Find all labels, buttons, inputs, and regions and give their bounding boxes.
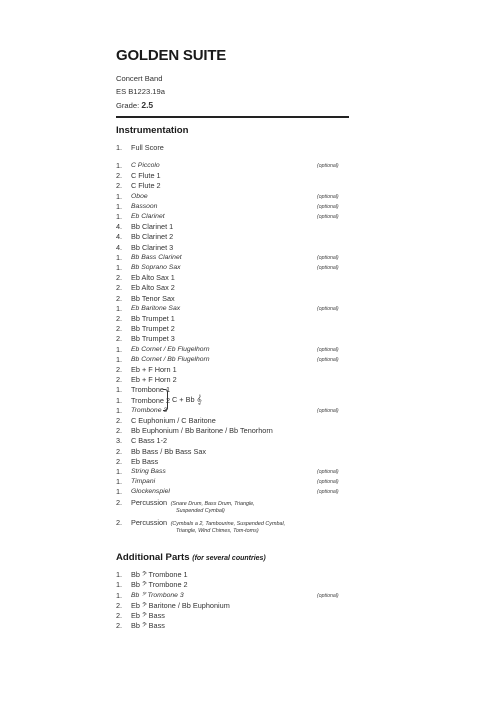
optional-label: (optional): [317, 305, 339, 312]
part-qty: 2.: [116, 171, 123, 181]
part-name: Trombone 3: [131, 406, 168, 414]
part-qty: 3.: [116, 436, 123, 446]
part-qty: 1.: [116, 212, 123, 221]
part-qty: 2.: [116, 375, 123, 385]
part-qty: 2.: [116, 181, 123, 191]
part-name: Bb Trumpet 3: [131, 334, 175, 344]
optional-label: (optional): [317, 346, 339, 353]
part-name: Bb Tenor Sax: [131, 293, 175, 303]
part-name: Eb Bass: [131, 456, 159, 466]
part-name: Bassoon: [131, 202, 158, 210]
part-qty: 2.: [116, 334, 123, 344]
part-qty: 1.: [116, 570, 123, 580]
part-name: Eb Alto Sax 2: [131, 283, 175, 293]
part-name: Eb Baritone Sax: [131, 304, 181, 312]
part-qty: 1.: [116, 487, 123, 497]
optional-label: (optional): [317, 592, 339, 599]
part-qty: 1.: [116, 477, 123, 487]
part-qty: 2.: [116, 518, 123, 528]
part-name: Bb Cornet / Bb Flugelhorn: [131, 355, 210, 363]
part-name: Bb 𝄢 Trombone 3: [131, 591, 184, 599]
part-qty: 4.: [116, 242, 123, 252]
part-detail: (Snare Drum, Bass Drum, Triangle,: [169, 500, 255, 507]
trombone-bracket-label: C + Bb 𝄞: [172, 394, 202, 404]
part-name: Trombone 1: [131, 385, 171, 395]
part-name: Bb Soprano Sax: [131, 264, 181, 271]
part-qty: 4.: [116, 222, 123, 232]
part-qty: 2.: [116, 365, 123, 374]
part-name: Oboe: [131, 192, 148, 200]
optional-label: (optional): [317, 407, 339, 414]
header-divider: [116, 116, 349, 118]
part-name: Eb 𝄢 Baritone / Bb Euphonium: [131, 600, 230, 610]
part-qty: 1.: [116, 303, 123, 313]
part-name: C Bass 1-2: [131, 436, 168, 446]
part-qty: 1.: [116, 385, 123, 395]
grade: [116, 100, 153, 110]
part-qty: 2.: [116, 283, 123, 293]
part-qty: 1.: [116, 405, 123, 415]
part-qty: 1.: [116, 354, 123, 364]
part-name: Bb Euphonium / Bb Baritone / Bb Tenorhorn: [131, 426, 273, 436]
part-name: Bb Trumpet 1: [131, 314, 175, 323]
part-detail-cont: Triangle, Wind Chimes, Tom-toms): [176, 528, 259, 535]
part-name: Bb 𝄢 Trombone 1: [131, 570, 188, 580]
part-name: Percussion (Snare Drum, Bass Drum, Triangle,: [131, 497, 255, 507]
part-name: Bb Trumpet 2: [131, 324, 175, 334]
optional-label: (optional): [317, 469, 339, 475]
part-name: Eb Clarinet: [131, 213, 165, 220]
part-qty: 1.: [116, 263, 123, 272]
treble-clef-icon: 𝄞: [196, 394, 202, 404]
part-qty: 2.: [116, 426, 123, 436]
part-name: C Flute 1: [131, 171, 161, 181]
part-name: C Euphonium / C Baritone: [131, 416, 216, 425]
part-qty: 2.: [116, 611, 123, 620]
part-qty: 1.: [116, 344, 123, 354]
optional-label: (optional): [317, 193, 339, 200]
part-qty: 2.: [116, 314, 123, 323]
part-qty: 1.: [116, 252, 123, 262]
part-qty: 1.: [116, 467, 123, 476]
optional-label: (optional): [317, 265, 339, 271]
optional-label: (optional): [317, 203, 339, 210]
part-name: Full Score: [131, 143, 164, 152]
part-name: Bb 𝄢 Bass: [131, 621, 165, 631]
part-name: C Flute 2: [131, 181, 161, 191]
part-qty: 1.: [116, 143, 123, 152]
part-name: C Piccolo: [131, 162, 160, 169]
part-qty: 1.: [116, 580, 123, 590]
part-qty: 2.: [116, 293, 123, 303]
part-name: Bb Clarinet 1: [131, 222, 174, 232]
part-name: Trombone 2: [131, 395, 171, 405]
optional-label: (optional): [317, 254, 339, 261]
part-qty: 1.: [116, 191, 123, 201]
part-detail-cont: Suspended Cymbal): [176, 507, 225, 514]
optional-label: (optional): [317, 214, 339, 220]
part-detail: (Cymbals a 2, Tambourine, Suspended Cymbal,: [169, 521, 286, 528]
part-name: Eb 𝄢 Bass: [131, 611, 165, 620]
part-name: Bb Clarinet 2: [131, 232, 174, 242]
part-name: Eb Cornet / Eb Flugelhorn: [131, 345, 210, 353]
optional-label: (optional): [317, 356, 339, 363]
part-name: Glockenspiel: [131, 488, 170, 496]
additional-parts-heading: Additional Parts (for several countries): [116, 552, 266, 564]
part-qty: 2.: [116, 416, 123, 425]
optional-label: (optional): [317, 163, 339, 169]
part-qty: 2.: [116, 621, 123, 631]
part-qty: 1.: [116, 395, 123, 405]
part-qty: 2.: [116, 456, 123, 466]
part-qty: 2.: [116, 446, 123, 456]
part-name: Eb + F Horn 2: [131, 375, 177, 385]
grade-label: Grade:: [116, 101, 140, 110]
part-name: Timpani: [131, 478, 156, 486]
part-qty: 2.: [116, 600, 123, 610]
part-qty: 1.: [116, 201, 123, 211]
grade-value: 2.5: [141, 100, 154, 110]
optional-label: (optional): [317, 489, 339, 496]
part-name: Bb 𝄢 Trombone 2: [131, 580, 188, 590]
part-name: String Bass: [131, 468, 166, 475]
part-qty: 1.: [116, 161, 123, 170]
part-name: Bb Bass Clarinet: [131, 253, 182, 261]
part-name: Eb Alto Sax 1: [131, 273, 175, 283]
catalog-number: ES B1223.19a: [116, 87, 165, 96]
instrumentation-heading: Instrumentation: [116, 125, 189, 136]
part-qty: 1.: [116, 590, 123, 600]
piece-title: GOLDEN SUITE: [116, 47, 227, 64]
part-qty: 2.: [116, 324, 123, 334]
part-name: Eb + F Horn 1: [131, 365, 177, 374]
ensemble-type: Concert Band: [116, 74, 163, 83]
part-name: Bb Clarinet 3: [131, 242, 174, 252]
optional-label: (optional): [317, 479, 339, 486]
part-qty: 4.: [116, 232, 123, 242]
part-qty: 2.: [116, 273, 123, 283]
part-qty: 2.: [116, 497, 123, 507]
part-name: Bb Bass / Bb Bass Sax: [131, 446, 207, 456]
part-name: Percussion (Cymbals a 2, Tambourine, Suspended Cymbal,: [131, 518, 286, 528]
